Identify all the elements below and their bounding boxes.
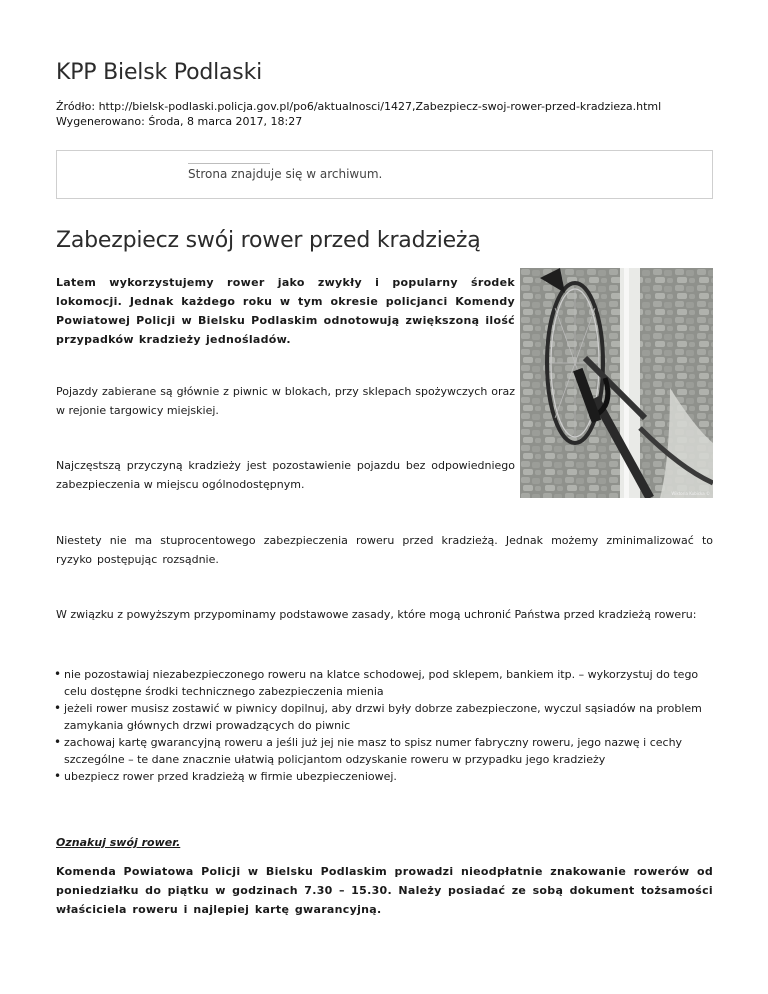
- list-item: • ubezpiecz rower przed kradzieżą w firmie ubezpieczeniowej.: [56, 768, 713, 785]
- list-item: • jeżeli rower musisz zostawić w piwnicy dopilnuj, aby drzwi były dobrze zabezpieczone, wyczul sąsiadów na problem zamykania głównych drzwi prowadzących do piwnic: [56, 700, 713, 734]
- source-url: Źródło: http://bielsk-podlaski.policja.gov.pl/po6/aktualnosci/1427,Zabezpiecz-swoj-rower-przed-kradzieza.html: [56, 100, 662, 113]
- page-meta: [56, 99, 661, 129]
- bicycle-photo-image: [520, 268, 713, 498]
- article-photo: [520, 268, 713, 498]
- generated-date: Wygenerowano: Środa, 8 marca 2017, 18:27: [56, 115, 303, 128]
- closing-paragraph: Komenda Powiatowa Policji w Bielsku Podlaskim prowadzi nieodpłatnie znakowanie rowerów od poniedziałku do piątku w godzinach 7.30 – 15.30. Należy posiadać ze sobą dokument tożsamości właściciela roweru i najlepiej kartę gwarancyjną.: [56, 865, 713, 916]
- site-title: KPP Bielsk Podlaski: [56, 60, 263, 85]
- article-paragraph: W związku z powyższym przypominamy podstawowe zasady, które mogą uchronić Państwa przed kradzieżą roweru:: [56, 608, 697, 621]
- article-paragraph: Niestety nie ma stuprocentowego zabezpieczenia roweru przed kradzieżą. Jednak możemy zminimalizować to ryzyko postępując rozsądnie.: [56, 534, 713, 566]
- list-item: • nie pozostawiaj niezabezpieczonego roweru na klatce schodowej, pod sklepem, bankiem itp. – wykorzystuj do tego celu dostępne środki technicznego zabezpieczenia mienia: [56, 666, 713, 700]
- article-title: Zabezpiecz swój rower przed kradzieżą: [56, 228, 481, 253]
- list-item: • zachowaj kartę gwarancyjną roweru a jeśli już jej nie masz to spisz numer fabryczny roweru, jego nazwę i cechy szczególne – te dane znacznie ułatwią policjantom odzyskanie roweru w przypadku jego kradzieży: [56, 734, 713, 768]
- divider: [188, 163, 270, 164]
- section-heading: Oznakuj swój rower.: [56, 836, 181, 849]
- safety-rules-list: [56, 666, 713, 785]
- photo-credit: Wiktoria Kubicka ©: [671, 491, 710, 496]
- archive-notice: Strona znajduje się w archiwum.: [188, 167, 383, 181]
- article-paragraph: Pojazdy zabierane są głównie z piwnic w blokach, przy sklepach spożywczych oraz w rejonie targowicy miejskiej.: [56, 385, 515, 417]
- archive-notice-box: [56, 150, 713, 199]
- article-paragraph: Najczęstszą przyczyną kradzieży jest pozostawienie pojazdu bez odpowiedniego zabezpieczenia w miejscu ogólnodostępnym.: [56, 459, 515, 491]
- article-lead: Latem wykorzystujemy rower jako zwykły i popularny środek lokomocji. Jednak każdego roku w tym okresie policjanci Komendy Powiatowej Policji w Bielsku Podlaskim odnotowują zwiększoną ilość przypadków kradzieży jednośladów.: [56, 276, 515, 346]
